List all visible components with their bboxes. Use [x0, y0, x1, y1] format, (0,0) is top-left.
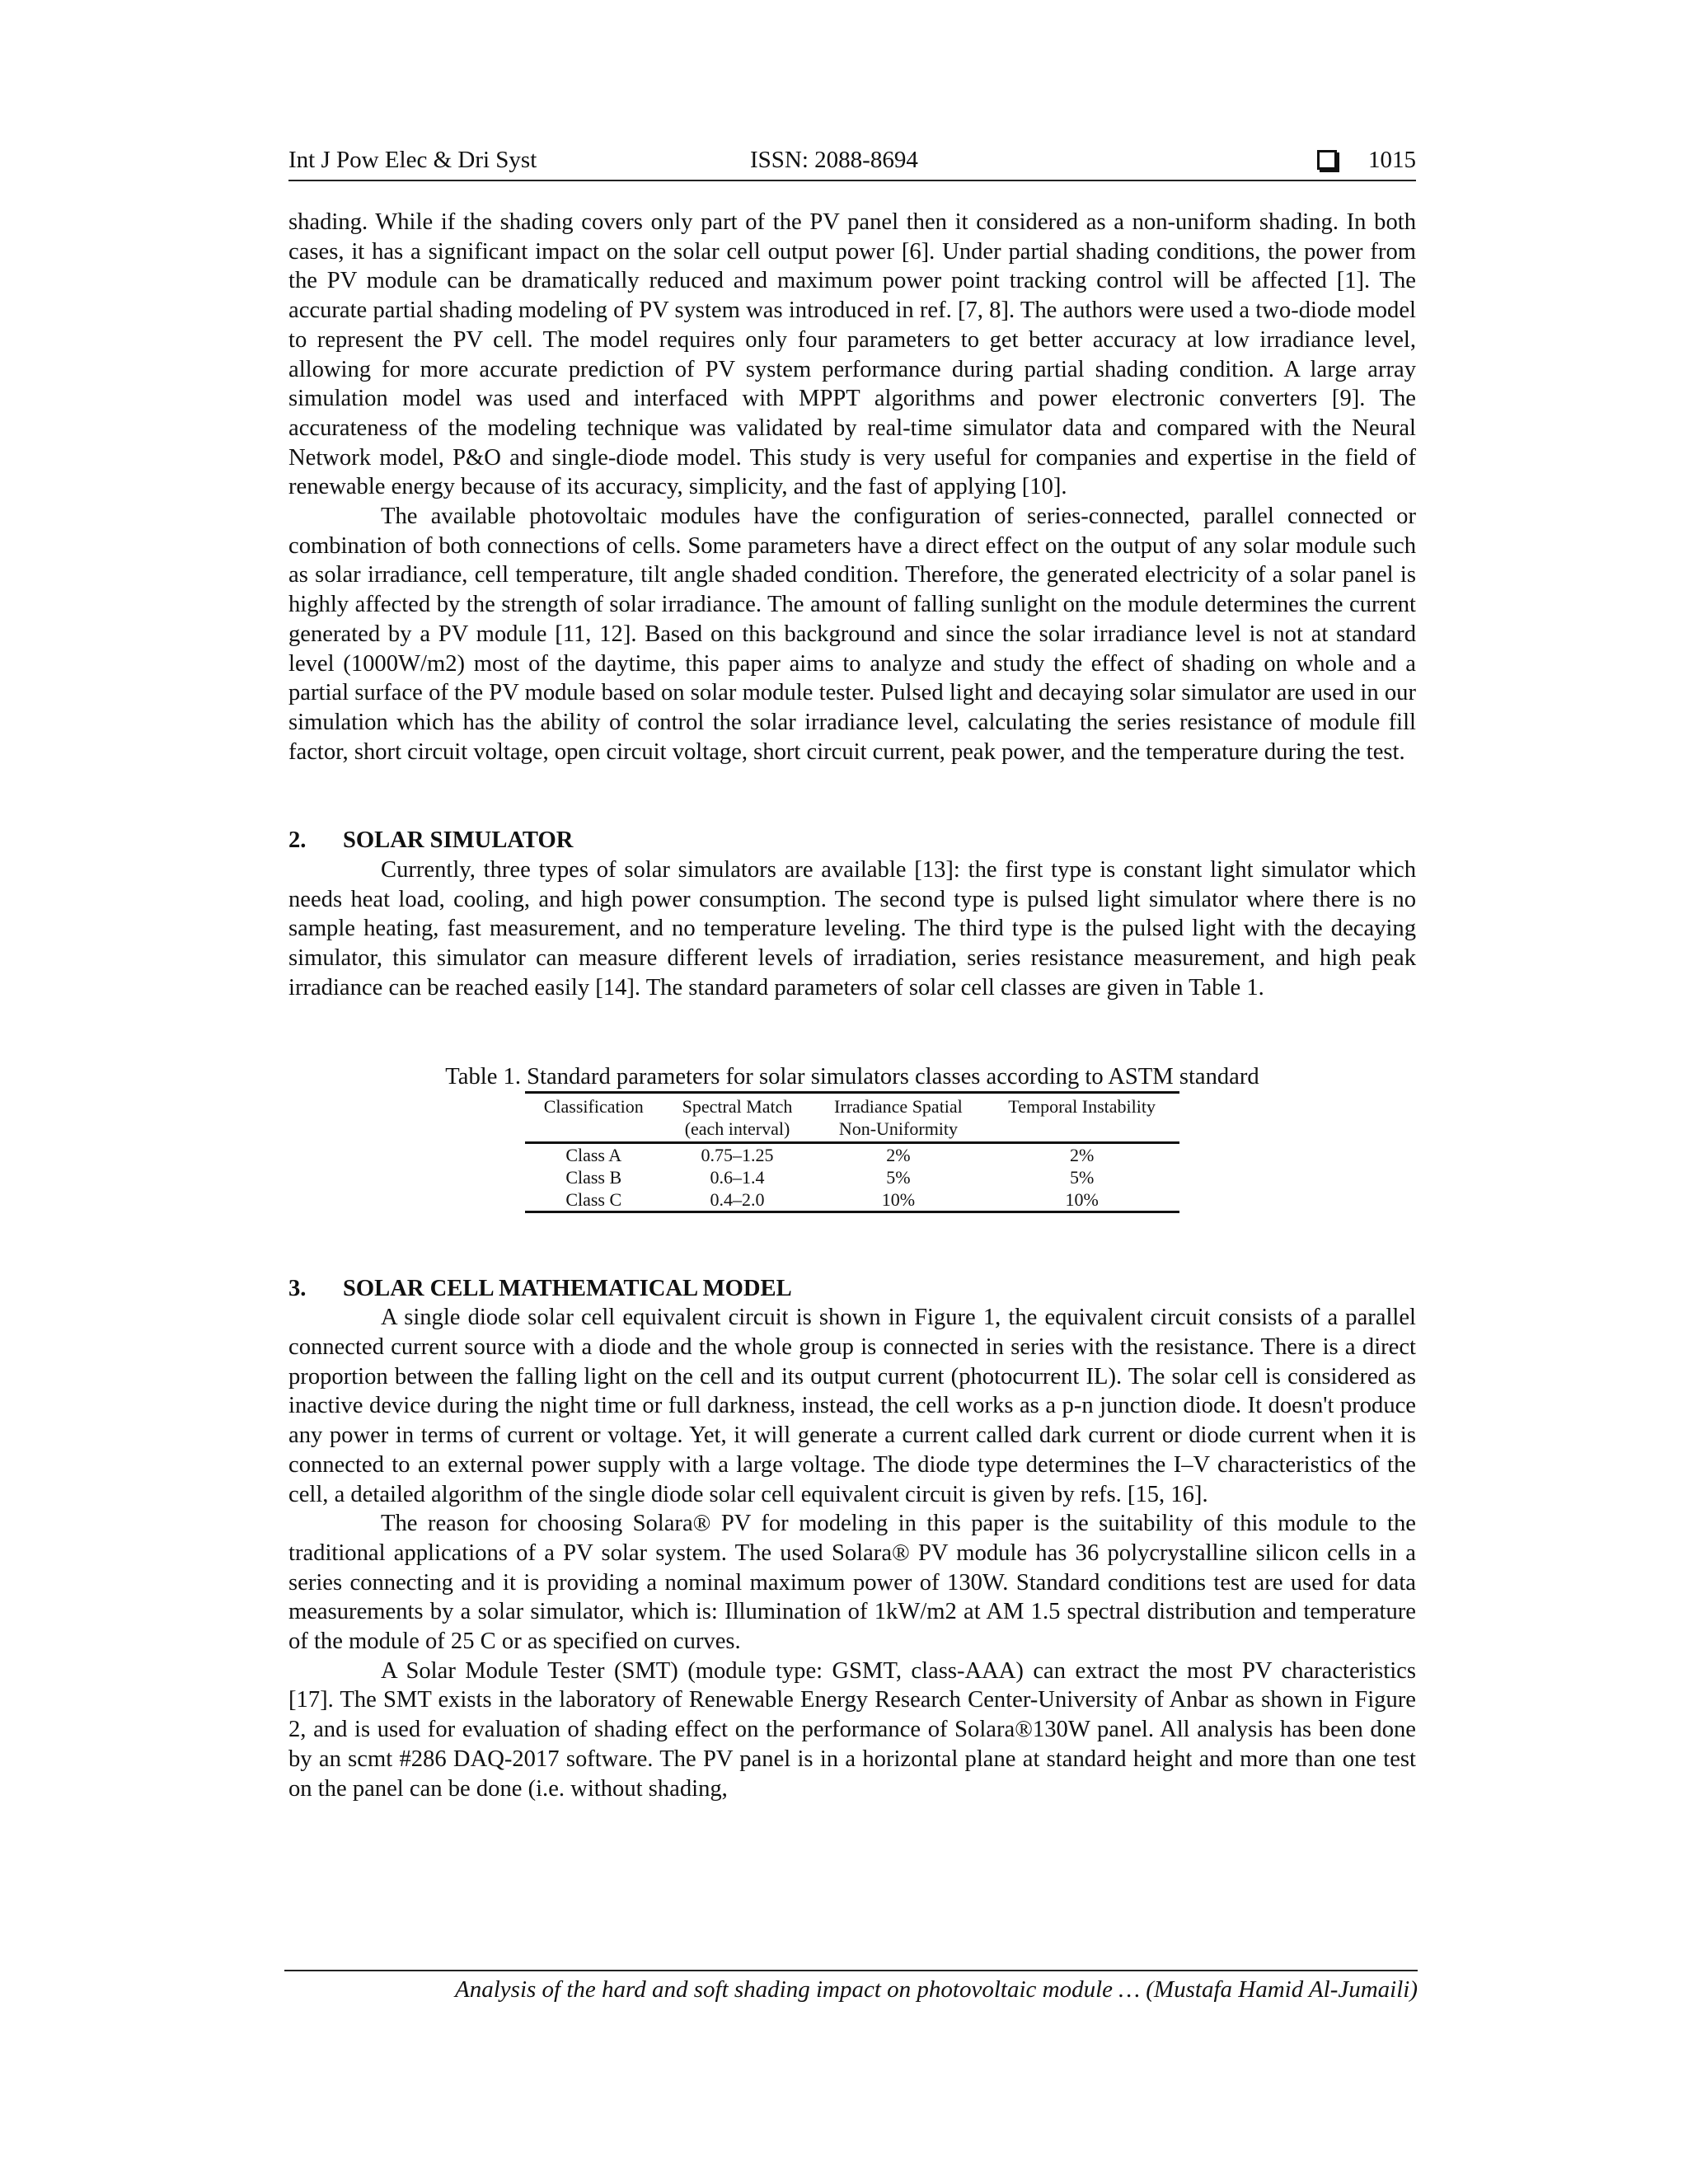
- header-line: Temporal Instability: [1008, 1095, 1156, 1117]
- intro-paragraph-2: The available photovoltaic modules have the configuration of series-connected, parallel connected or combination of both connections of cells. Some parameters have a direct effect on the output of any solar module such as solar irradiance, cell temperature, tilt angle shaded condition. Therefore, the generated electricity of a solar panel is highly affected by the strength of solar irradiance. The amount of falling sunlight on the module determines the current generated by a PV module [11, 12]. Based on this background and since the solar irradiance level is not at standard level (1000W/m2) most of the daytime, this paper aims to analyze and study the effect of shading on whole and a partial surface of the PV module based on solar module tester. Pulsed light and decaying solar simulator are used in our simulation which has the ability of control the solar irradiance level, calculating the series resistance of module fill factor, short circuit voltage, open circuit voltage, short circuit current, peak power, and the temperature during the test.: [288, 504, 1416, 765]
- table-row: [525, 1142, 1179, 1166]
- header-line: (each interval): [684, 1118, 790, 1139]
- header-line: Non-Uniformity: [838, 1118, 959, 1139]
- checkbox-square-icon: [1317, 150, 1337, 170]
- section-3-paragraph-3: A Solar Module Tester (SMT) (module type: GSMT, class-AAA) can extract the most PV characteristics [17]. The SMT exists in the laboratory of Renewable Energy Research Center-University of Anbar as shown in Figure 2, and is used for evaluation of shading effect on the performance of Solara®130W panel. All analysis has been done by an scmt #286 DAQ-2017 software. The PV panel is in a horizontal plane at standard height and more than one test on the panel can be done (i.e. without shading,: [288, 1657, 1416, 1802]
- table-cell: Class B: [565, 1166, 622, 1188]
- journal-name: Int J Pow Elec & Dri Syst: [288, 147, 537, 173]
- header-line: Irradiance Spatial: [834, 1095, 963, 1117]
- section-3-title: SOLAR CELL MATHEMATICAL MODEL: [343, 1275, 792, 1301]
- section-3-paragraph-1: A single diode solar cell equivalent circuit is shown in Figure 1, the equivalent circuit consists of a parallel connected current source with a diode and the whole group is connected in series with the resistance. There is a direct proportion between the falling light on the cell and its output current (photocurrent IL). The solar cell is considered as inactive device during the night time or full darkness, instead, the cell works as a p-n junction diode. It doesn't produce any power in terms of current or voltage. Yet, it will generate a current called dark current or diode current when it is connected to an external power supply with a large voltage. The diode type determines the I–V characteristics of the cell, a detailed algorithm of the single diode solar cell equivalent circuit is given by refs. [15, 16].: [288, 1305, 1416, 1507]
- table-cell: 0.4–2.0: [710, 1188, 765, 1210]
- table-cell: Class A: [565, 1144, 622, 1165]
- section-2-number: 2.: [288, 827, 307, 854]
- header-line: Spectral Match: [682, 1095, 793, 1117]
- table-cell: 5%: [1069, 1166, 1095, 1188]
- table-cell: 0.6–1.4: [710, 1166, 765, 1188]
- table-cell: 2%: [1069, 1144, 1095, 1165]
- table-row: [525, 1188, 1179, 1212]
- table-header-row: [525, 1092, 1179, 1142]
- running-footer: Analysis of the hard and soft shading impact on photovoltaic module … (Mustafa Hamid Al-Jumaili): [284, 1970, 1418, 2004]
- table-row: [525, 1166, 1179, 1188]
- section-3-heading: [288, 1274, 1416, 1304]
- table-cell: 10%: [1065, 1188, 1099, 1210]
- table-header-temporal: [984, 1092, 1179, 1142]
- table-header-irradiance: [813, 1092, 985, 1142]
- article-body: [288, 208, 1416, 1803]
- table-header-classification: [525, 1092, 662, 1142]
- section-2-heading: [288, 826, 1416, 855]
- section-2-title: SOLAR SIMULATOR: [343, 827, 574, 854]
- intro-paragraph-1: shading. While if the shading covers only part of the PV panel then it considered as a non-uniform shading. In both cases, it has a significant impact on the solar cell output power [6]. Under partial shading conditions, the power from the PV module can be dramatically reduced and maximum power point tracking control will be affected [1]. The accurate partial shading modeling of PV system was introduced in ref. [7, 8]. The authors were used a two-diode model to represent the PV cell. The model requires only four parameters to get better accuracy at low irradiance level, allowing for more accurate prediction of PV system performance during partial shading condition. A large array simulation model was used and interfaced with MPPT algorithms and power electronic converters [9]. The accurateness of the modeling technique was validated by real-time simulator data and compared with the Neural Network model, P&O and single-diode model. This study is very useful for companies and expertise in the field of renewable energy because of its accuracy, simplicity, and the fast of applying [10].: [288, 209, 1416, 500]
- table-cell: 10%: [881, 1188, 916, 1210]
- issn: ISSN: 2088-8694: [750, 147, 918, 173]
- page: [288, 147, 1416, 1802]
- running-header: [288, 147, 1416, 181]
- page-number: 1015: [1368, 147, 1416, 173]
- section-3-paragraph-2: The reason for choosing Solara® PV for modeling in this paper is the suitability of this module to the traditional applications of a PV solar system. The used Solara® PV module has 36 polycrystalline silicon cells in a series connecting and it is providing a nominal maximum power of 130W. Standard conditions test are used for data measurements by a solar simulator, which is: Illumination of 1kW/m2 at AM 1.5 spectral distribution and temperature of the module of 25 C or as specified on curves.: [288, 1511, 1416, 1655]
- header-line: Classification: [543, 1095, 644, 1117]
- table-cell: Class C: [565, 1188, 622, 1210]
- section-2-paragraph: Currently, three types of solar simulators are available [13]: the first type is constant light simulator which needs heat load, cooling, and high power consumption. The second type is pulsed light simulator where there is no sample heating, fast measurement, and no temperature leveling. The third type is the pulsed light with the decaying simulator, this simulator can measure different levels of irradiation, series resistance measurement, and high peak irradiance can be reached easily [14]. The standard parameters of solar cell classes are given in Table 1.: [288, 857, 1416, 1001]
- table-1: [525, 1091, 1179, 1213]
- table-header-spectral-match: [662, 1092, 812, 1142]
- section-3-number: 3.: [288, 1275, 307, 1301]
- table-1-caption: Table 1. Standard parameters for solar simulators classes according to ASTM standard: [445, 1063, 1259, 1090]
- table-cell: 0.75–1.25: [701, 1144, 774, 1165]
- table-cell: 5%: [886, 1166, 911, 1188]
- table-cell: 2%: [886, 1144, 911, 1165]
